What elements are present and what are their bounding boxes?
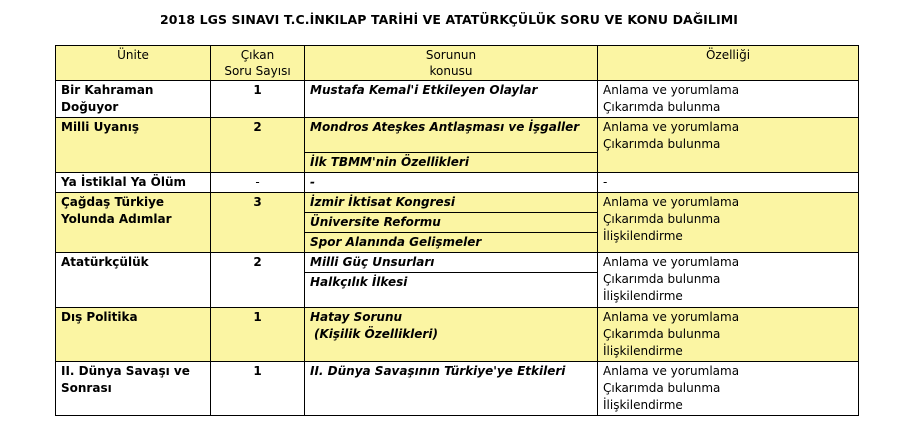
feature-item: İlişkilendirme	[603, 229, 683, 243]
table-row	[56, 173, 859, 193]
feature-item: İlişkilendirme	[603, 344, 683, 358]
document-title: 2018 LGS SINAVI T.C.İNKILAP TARİHİ VE ATATÜRKÇÜLÜK SORU VE KONU DAĞILIMI	[159, 12, 739, 27]
count-cell: 1	[211, 362, 305, 416]
topic-cell: Halkçılık İlkesi	[305, 273, 598, 308]
feature-item: Çıkarımda bulunma	[603, 381, 721, 395]
header-topic-line2: konusu	[429, 64, 473, 78]
unite-cell: Atatürkçülük	[56, 253, 211, 308]
count-cell: 1	[211, 308, 305, 362]
features-cell	[598, 193, 859, 253]
topic-line: (Kişilik Özellikleri)	[314, 327, 438, 341]
header-count	[211, 46, 305, 81]
header-unite	[56, 46, 211, 81]
header-unite-label: Ünite	[117, 48, 149, 62]
header-topic	[305, 46, 598, 81]
count-cell: 2	[211, 118, 305, 173]
header-row	[56, 46, 859, 81]
count-cell: 2	[211, 253, 305, 308]
topic-cell: İlk TBMM'nin Özellikleri	[305, 153, 598, 173]
feature-item: Çıkarımda bulunma	[603, 100, 721, 114]
topic-cell: Mondros Ateşkes Antlaşması ve İşgaller	[305, 118, 598, 153]
header-count-line2: Soru Sayısı	[224, 64, 291, 78]
unite-cell: Bir Kahraman Doğuyor	[56, 81, 211, 118]
table-row	[56, 253, 859, 273]
count-cell: -	[211, 173, 305, 193]
topic-line: Hatay Sorunu	[310, 310, 403, 324]
features-cell	[598, 253, 859, 308]
feature-item: İlişkilendirme	[603, 289, 683, 303]
unite-cell: Çağdaş Türkiye Yolunda Adımlar	[56, 193, 211, 253]
feature-item: -	[603, 175, 608, 189]
distribution-table	[55, 45, 859, 416]
table-row	[56, 193, 859, 213]
count-cell: 1	[211, 81, 305, 118]
feature-item: Anlama ve yorumlama	[603, 83, 740, 97]
unite-cell: Ya İstiklal Ya Ölüm	[56, 173, 211, 193]
topic-cell: Spor Alanında Gelişmeler	[305, 233, 598, 253]
header-topic-line1: Sorunun	[425, 48, 477, 62]
feature-item: Çıkarımda bulunma	[603, 137, 721, 151]
topic-cell: Mustafa Kemal'i Etkileyen Olaylar	[305, 81, 598, 118]
feature-item: Anlama ve yorumlama	[603, 364, 740, 378]
features-cell	[598, 362, 859, 416]
table-row	[56, 118, 859, 153]
table-row	[56, 308, 859, 362]
count-cell: 3	[211, 193, 305, 253]
table-row	[56, 81, 859, 118]
feature-item: Anlama ve yorumlama	[603, 255, 740, 269]
feature-item: Anlama ve yorumlama	[603, 310, 740, 324]
header-features-label: Özelliği	[705, 48, 751, 62]
unite-cell: Milli Uyanış	[56, 118, 211, 173]
feature-item: Çıkarımda bulunma	[603, 272, 721, 286]
topic-cell: II. Dünya Savaşının Türkiye'ye Etkileri	[305, 362, 598, 416]
feature-item: Anlama ve yorumlama	[603, 195, 740, 209]
unite-cell: Dış Politika	[56, 308, 211, 362]
topic-cell: Milli Güç Unsurları	[305, 253, 598, 273]
feature-item: İlişkilendirme	[603, 398, 683, 412]
feature-item: Anlama ve yorumlama	[603, 120, 740, 134]
topic-cell	[305, 308, 598, 362]
topic-cell: Üniversite Reformu	[305, 213, 598, 233]
feature-item: Çıkarımda bulunma	[603, 327, 721, 341]
table-row	[56, 362, 859, 416]
features-cell	[598, 308, 859, 362]
header-count-line1: Çıkan	[240, 48, 275, 62]
features-cell	[598, 118, 859, 173]
features-cell	[598, 81, 859, 118]
feature-item: Çıkarımda bulunma	[603, 212, 721, 226]
unite-cell: II. Dünya Savaşı ve Sonrası	[56, 362, 211, 416]
features-cell	[598, 173, 859, 193]
header-features	[598, 46, 859, 81]
topic-cell: -	[305, 173, 598, 193]
topic-cell: İzmir İktisat Kongresi	[305, 193, 598, 213]
